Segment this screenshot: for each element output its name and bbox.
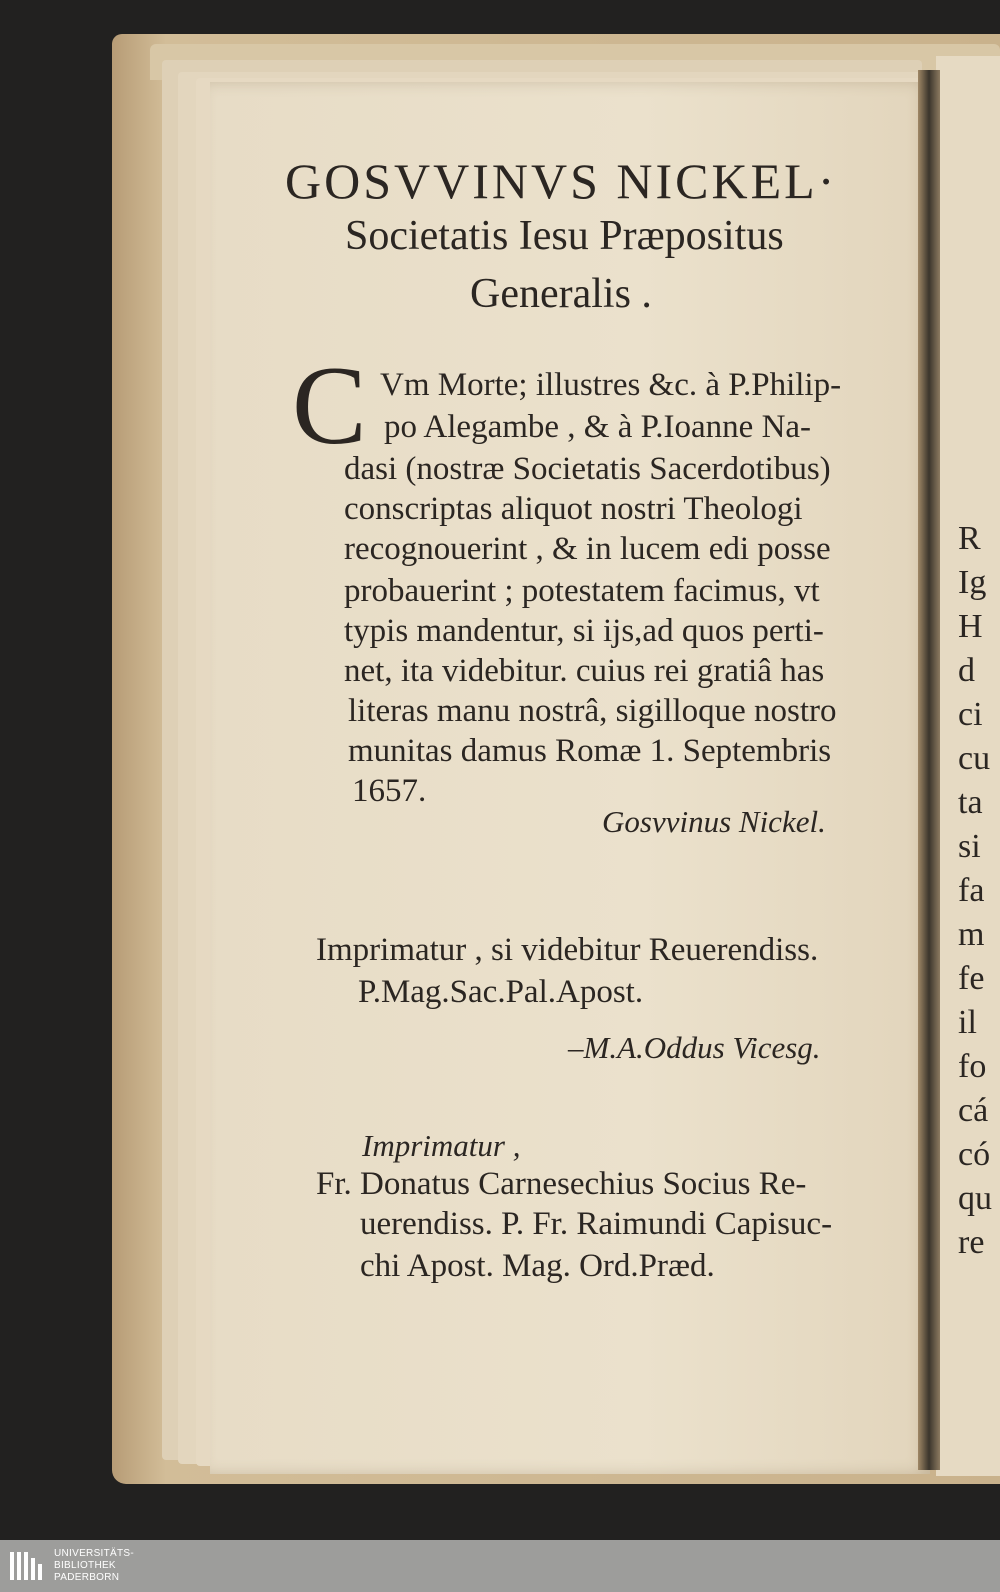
- library-name-line: UNIVERSITÄTS-: [54, 1548, 135, 1559]
- library-name: [54, 1548, 134, 1584]
- imprimatur-line: P.Mag.Sac.Pal.Apost.: [358, 974, 644, 1010]
- library-logo-icon: [8, 1548, 48, 1584]
- approval-date: 1657.: [352, 773, 427, 809]
- heading-title-cont: Generalis .: [470, 271, 652, 317]
- next-page-fragment: cá: [958, 1092, 989, 1129]
- approval-line: conscriptas aliquot nostri Theologi: [344, 491, 803, 527]
- next-page-fragment: fe: [958, 960, 985, 997]
- heading-title: Societatis Iesu Præpositus: [345, 213, 784, 259]
- next-page-fragment: cu: [958, 740, 991, 777]
- next-page-fragment: m: [958, 916, 985, 953]
- imprimatur-line: uerendiss. P. Fr. Raimundi Capisuc-: [360, 1206, 833, 1242]
- imprimatur-heading: Imprimatur ,: [362, 1128, 521, 1163]
- approval-line: typis mandentur, si ijs,ad quos perti-: [344, 613, 824, 649]
- approval-line: probauerint ; potestatem facimus, vt: [344, 573, 820, 609]
- next-page-fragment: fo: [958, 1048, 987, 1085]
- next-page-fragment: il: [958, 1004, 977, 1041]
- library-name-line: BIBLIOTHEK: [54, 1560, 116, 1571]
- next-page-fragment: fa: [958, 872, 985, 909]
- book-gutter: [918, 70, 940, 1470]
- heading-name: GOSVVINVS NICKEL·: [285, 153, 838, 209]
- next-page-fragment: Ig: [958, 564, 987, 601]
- next-page-fragment: R: [958, 520, 981, 557]
- next-page-fragment: ta: [958, 784, 983, 821]
- next-page-fragment: si: [958, 828, 981, 865]
- next-page-fragment: re: [958, 1224, 985, 1261]
- approval-line: recognouerint , & in lucem edi posse: [344, 531, 831, 567]
- approval-line: literas manu nostrâ, sigilloque nostro: [348, 693, 837, 729]
- approval-line: Vm Morte; illustres &c. à P.Philip-: [380, 367, 842, 403]
- imprimatur-line: chi Apost. Mag. Ord.Præd.: [360, 1248, 715, 1284]
- next-page-fragment: H: [958, 608, 983, 645]
- next-page-fragment: có: [958, 1136, 991, 1173]
- library-name-line: PADERBORN: [54, 1572, 120, 1583]
- imprimatur-line: Imprimatur , si videbitur Reuerendiss.: [316, 932, 819, 968]
- imprimatur-line: Fr. Donatus Carnesechius Socius Re-: [316, 1166, 807, 1202]
- approval-line: net, ita videbitur. cuius rei gratiâ has: [344, 653, 825, 689]
- imprimatur-signature: –M.A.Oddus Vicesg.: [568, 1030, 821, 1065]
- approval-signature: Gosvvinus Nickel.: [602, 804, 826, 839]
- approval-line: dasi (nostræ Societatis Sacerdotibus): [344, 451, 831, 487]
- next-page-fragment: qu: [958, 1180, 992, 1217]
- next-page-fragment: ci: [958, 696, 983, 733]
- next-page-fragment: d: [958, 652, 975, 689]
- approval-line: po Alegambe , & à P.Ioanne Na-: [384, 409, 812, 445]
- drop-capital: C: [292, 344, 367, 468]
- library-footer: [0, 1540, 1000, 1592]
- approval-line: munitas damus Romæ 1. Septembris: [348, 733, 832, 769]
